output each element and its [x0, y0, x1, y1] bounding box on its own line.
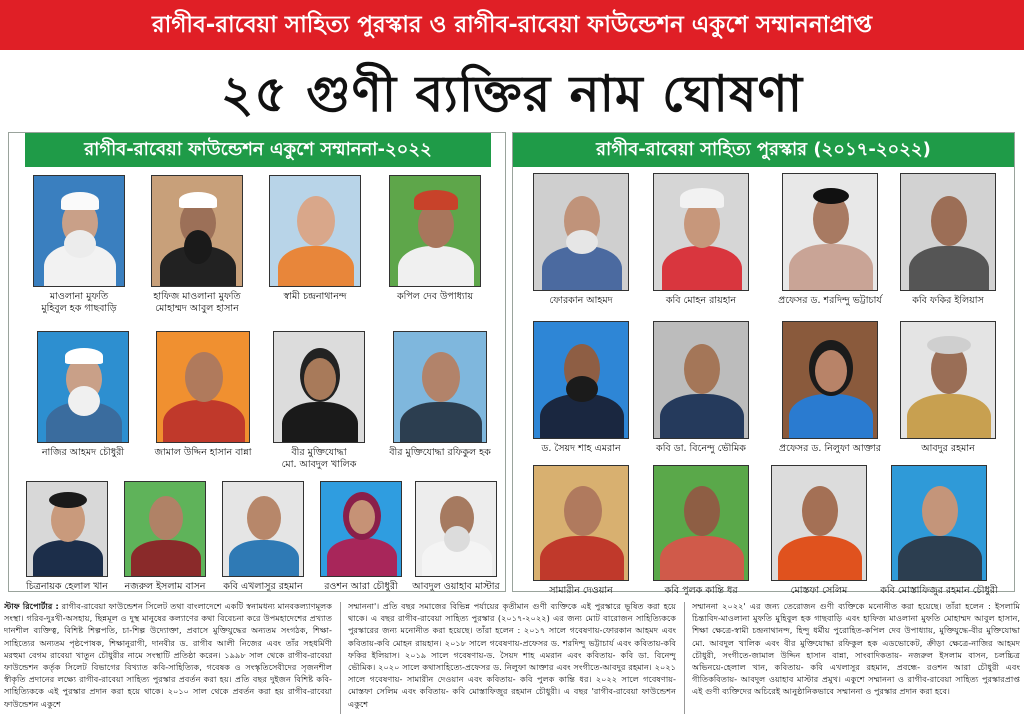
- portrait-card: [145, 175, 249, 315]
- portrait-card: [265, 175, 365, 303]
- article-text: সম্মাননা ২০২২' এর জন্য তেরোজন গুণী ব্যক্তিকে মনোনীত করা হয়েছে। তাঁরা হলেন : ইসলামি চিন্তাবিদ-মাওলানা মুফতি মুহিবুল হক গাছবাড়ি এবং হাফিজ মাওলানা মুফতি মোহাম্মদ আবুল হাসান, শিক্ষা ক্ষেত্রে-স্বামী চন্দ্রনাথানন্দ, হিন্দু ধর্মীয় পুরোহিত-কপিল দেব উপাধ্যায়, মুক্তিযুদ্ধে-বীর মুক্তিযোদ্ধা মো. আবদুল খালিক এবং বীর মুক্তিযোদ্ধা রফিকুল হক এডভোকেট, ক্রীড়া ক্ষেত্রে-নাজির আহমদ চৌধুরী, সংগীতে-জামাল উদ্দিন হাসান বান্না, সাংবাদিকতায়- নজরুল ইসলাম বাসন, চলচ্চিত্র অভিনয়ে-হেলাল খান, কবিতায়- কবি এখলাসুর রহমান, প্রবন্ধে- রওশন আরা চৌধুরী এবং গীতিকবিতায়- আবদুল ওয়াহাব মাস্টার প্রমুখ। একুশে সম্মাননা ও রাগীব-রাবেয়া সাহিত্য পুরস্কারপ্রাপ্ত এই গুণী ব্যক্তিদের অচিরেই আনুষ্ঠানিকভাবে সম্মাননা ও পুরস্কার প্রদান করা হবে।: [692, 601, 1020, 697]
- portrait-card: [407, 481, 505, 593]
- portrait-card: [33, 331, 133, 459]
- byline: স্টাফ রিপোর্টার :: [4, 601, 59, 611]
- portrait-photo: [273, 331, 365, 443]
- portrait-card: [767, 465, 871, 597]
- portrait-photo: [900, 321, 996, 439]
- article-text: সম্মাননা'। প্রতি বছর সমাজের বিভিন্ন পর্যায়ের কৃতীমান গুণী ব্যক্তিকে এই পুরস্কারে ভূষিত করা হয়ে থাকে। এ বছর রাগীব-রাবেয়া সাহিত্য পুরস্কার (২০১৭-২০২২) এর জন্য মোট বারোজন সাহিত্যিককে পুরস্কারের জন্য মনোনীত করা হয়েছে। তাঁরা হলেন : ২০১৭ সালে গবেষণায়-ফোরকান আহমদ এবং কবিতায়-কবি মোহন রায়হান। ২০১৮ সালে গবেষণায়-প্রফেসর ড. শরদিন্দু ভট্টাচার্য এবং কবিতায়-কবি ফকির ইলিয়াস। ২০১৯ সালে গবেষণায়-ড. সৈয়দ শাহ এমরান এবং কবিতায়- কবি ডা. বিনেন্দু ভৌমিক। ২০২০ সালে কথাসাহিত্যে-প্রফেসর ড. নিলুফা আক্তার এবং সংগীতে-আবদুর রহমান। ২০২১ সালে গবেষণায়- সামারীন দেওয়ান এবং কবিতায়- কবি পুলক কান্তি ধর। ২০২২ সালে গবেষণায়- মোস্তফা সেলিম এবং কবিতায়- কবি মোস্তাফিজুর রহমান চৌধুরী। এ বছর 'রাগীব-রাবেয়া ফাউন্ডেশন একুশে: [348, 601, 676, 709]
- column-divider: [684, 602, 685, 714]
- page-headline: ২৫ গুণী ব্যক্তির নাম ঘোষণা: [220, 65, 804, 123]
- portrait-name: ড. সৈয়দ শাহ এমরান: [541, 443, 621, 454]
- portrait-card: [29, 175, 129, 315]
- portrait-name: নাজির আহমদ চৌধুরী: [41, 447, 125, 458]
- portrait-photo: [320, 481, 402, 577]
- portrait-name: কবি ফকির ইলিয়াস: [912, 295, 984, 306]
- portrait-photo: [151, 175, 243, 287]
- article-column-1: [4, 600, 332, 718]
- portrait-name: নজরুল ইসলাম বাসন: [124, 581, 206, 592]
- portrait-card: [767, 173, 893, 307]
- portrait-card: [19, 481, 115, 593]
- portrait-name: রওশন আরা চৌধুরী: [324, 581, 398, 592]
- portrait-name: জামাল উদ্দিন হাসান বান্না: [154, 447, 252, 458]
- portrait-name-line2: মুহিবুল হক গাছবাড়ি: [41, 303, 117, 314]
- portrait-name: চিত্রনায়ক হেলাল খান: [26, 581, 108, 592]
- portrait-name: মোস্তফা সেলিম: [790, 585, 848, 596]
- portrait-photo: [33, 175, 125, 287]
- portrait-card: [649, 465, 753, 597]
- portrait-name: হাফিজ মাওলানা মুফতি: [153, 291, 241, 302]
- portrait-photo: [533, 321, 629, 439]
- top-banner: রাগীব-রাবেয়া সাহিত্য পুরস্কার ও রাগীব-রাবেয়া ফাউন্ডেশন একুশে সম্মাননাপ্রাপ্ত: [0, 0, 1024, 50]
- portrait-name-line2: মো. আবদুল খালিক: [281, 459, 357, 470]
- portrait-photo: [653, 321, 749, 439]
- portrait-photo: [393, 331, 487, 443]
- portrait-card: [641, 321, 761, 455]
- portrait-name: কপিল দেব উপাধ্যায়: [396, 291, 474, 302]
- portrait-photo: [124, 481, 206, 577]
- portrait-card: [313, 481, 409, 593]
- portrait-name: কবি ডা. বিনেন্দু ভৌমিক: [656, 443, 746, 454]
- portrait-name: কবি পুলক কান্তি ধর: [664, 585, 738, 596]
- portrait-card: [269, 331, 369, 471]
- portrait-photo: [156, 331, 250, 443]
- portrait-name: কবি মোহন রায়হান: [665, 295, 737, 306]
- portrait-name: কবি এখলাসুর রহমান: [223, 581, 303, 592]
- portrait-name: বীর মুক্তিযোদ্ধা রফিকুল হক: [389, 447, 491, 458]
- article-column-3: [692, 600, 1020, 718]
- portrait-name-line2: মোহাম্মদ আবুল হাসান: [155, 303, 239, 314]
- portrait-name: প্রফেসর ড. নিলুফা আক্তার: [779, 443, 881, 454]
- portrait-card: [529, 465, 633, 597]
- portrait-photo: [37, 331, 129, 443]
- portrait-card: [893, 321, 1003, 455]
- news-article: [4, 600, 1020, 718]
- portrait-photo: [782, 321, 878, 439]
- portrait-name: কবি মোস্তাফিজুর রহমান চৌধুরী: [880, 585, 998, 596]
- portrait-card: [145, 331, 261, 459]
- portrait-name: আবদুর রহমান: [921, 443, 975, 454]
- article-text: রাগীব-রাবেয়া ফাউন্ডেশন সিলেট তথা বাংলাদেশে একটি স্বনামধন্য মানবকল্যাণমূলক সংস্থা। গরিব-দুঃখী-অসহায়, ছিন্নমূল ও দুস্থ মানুষের কল্যাণের কথা বিবেচনা করে উপমহাদেশের প্রখ্যাত দানশীল ব্যক্তিত্ব, বিশিষ্ট শিল্পপতি, চা-শিল্প উদ্যোক্তা, প্রবাসে মুক্তিযুদ্ধের অন্যতম সংগঠক, শিক্ষা-সাহিত্যের অন্যতম পৃষ্ঠপোষক, শিক্ষানুরাগী, দানবীর ড. রাগীব আলী নিজের এবং তাঁর সহধর্মিণী মরহুমা বেগম রাবেয়া খাতুন চৌধুরীর নামে সংস্থাটি প্রতিষ্ঠা করেন। ১৯৯৮ সাল থেকে রাগীব-রাবেয়া ফাউন্ডেশন কর্তৃক সিলেট বিভাগের বিখ্যাত কবি-সাহিত্যিক, গবেষক ও সংস্কৃতিসেবীদের সৃজনশীল স্বীকৃতি প্রদানের লক্ষ্যে রাগীব-রাবেয়া সাহিত্য পুরস্কার প্রবর্তন করা হয়। প্রতি বছর দুইজন বিশিষ্ট কবি-সাহিত্যিককে এই পুরস্কার প্রদান করা হয়ে থাকে। ২০১০ সাল থেকে প্রবর্তন করা হয় রাগীব-রাবেয়া ফাউন্ডেশন একুশে: [4, 601, 332, 709]
- portrait-card: [529, 173, 633, 307]
- portrait-photo: [653, 173, 749, 291]
- portrait-photo: [771, 465, 867, 581]
- portrait-photo: [900, 173, 996, 291]
- portrait-card: [383, 175, 487, 303]
- portrait-name: সামারীন দেওয়ান: [549, 585, 613, 596]
- column-divider: [340, 602, 341, 714]
- portrait-photo: [269, 175, 361, 287]
- portrait-name: ফোরকান আহমদ: [549, 295, 613, 306]
- portrait-card: [215, 481, 311, 593]
- article-column-2: [348, 600, 676, 718]
- portrait-photo: [26, 481, 108, 577]
- portrait-card: [649, 173, 753, 307]
- portrait-name: আবদুল ওয়াহাব মাস্টার: [412, 581, 500, 592]
- portrait-name: মাওলানা মুফতি: [49, 291, 109, 302]
- right-panel: [512, 132, 1015, 596]
- portrait-photo: [389, 175, 481, 287]
- portrait-photo: [415, 481, 497, 577]
- portrait-card: [529, 321, 633, 455]
- portrait-photo: [533, 465, 629, 581]
- right-panel-title: রাগীব-রাবেয়া সাহিত্য পুরস্কার (২০১৭-২০২২): [513, 133, 1014, 167]
- left-panel: [8, 132, 506, 592]
- portrait-photo: [533, 173, 629, 291]
- portrait-card: [117, 481, 213, 593]
- portrait-photo: [653, 465, 749, 581]
- portrait-card: [867, 465, 1011, 597]
- portrait-photo: [782, 173, 878, 291]
- portrait-card: [893, 173, 1003, 307]
- left-panel-title: রাগীব-রাবেয়া ফাউন্ডেশন একুশে সম্মাননা-২০২২: [25, 133, 491, 167]
- portrait-photo: [891, 465, 987, 581]
- portrait-name: প্রফেসর ড. শরদিন্দু ভট্টাচার্য: [778, 295, 882, 306]
- portrait-name: স্বামী চন্দ্রনাথানন্দ: [283, 291, 347, 302]
- portrait-name: বীর মুক্তিযোদ্ধা: [291, 447, 347, 458]
- portrait-photo: [222, 481, 304, 577]
- portrait-card: [767, 321, 893, 455]
- portrait-card: [377, 331, 503, 459]
